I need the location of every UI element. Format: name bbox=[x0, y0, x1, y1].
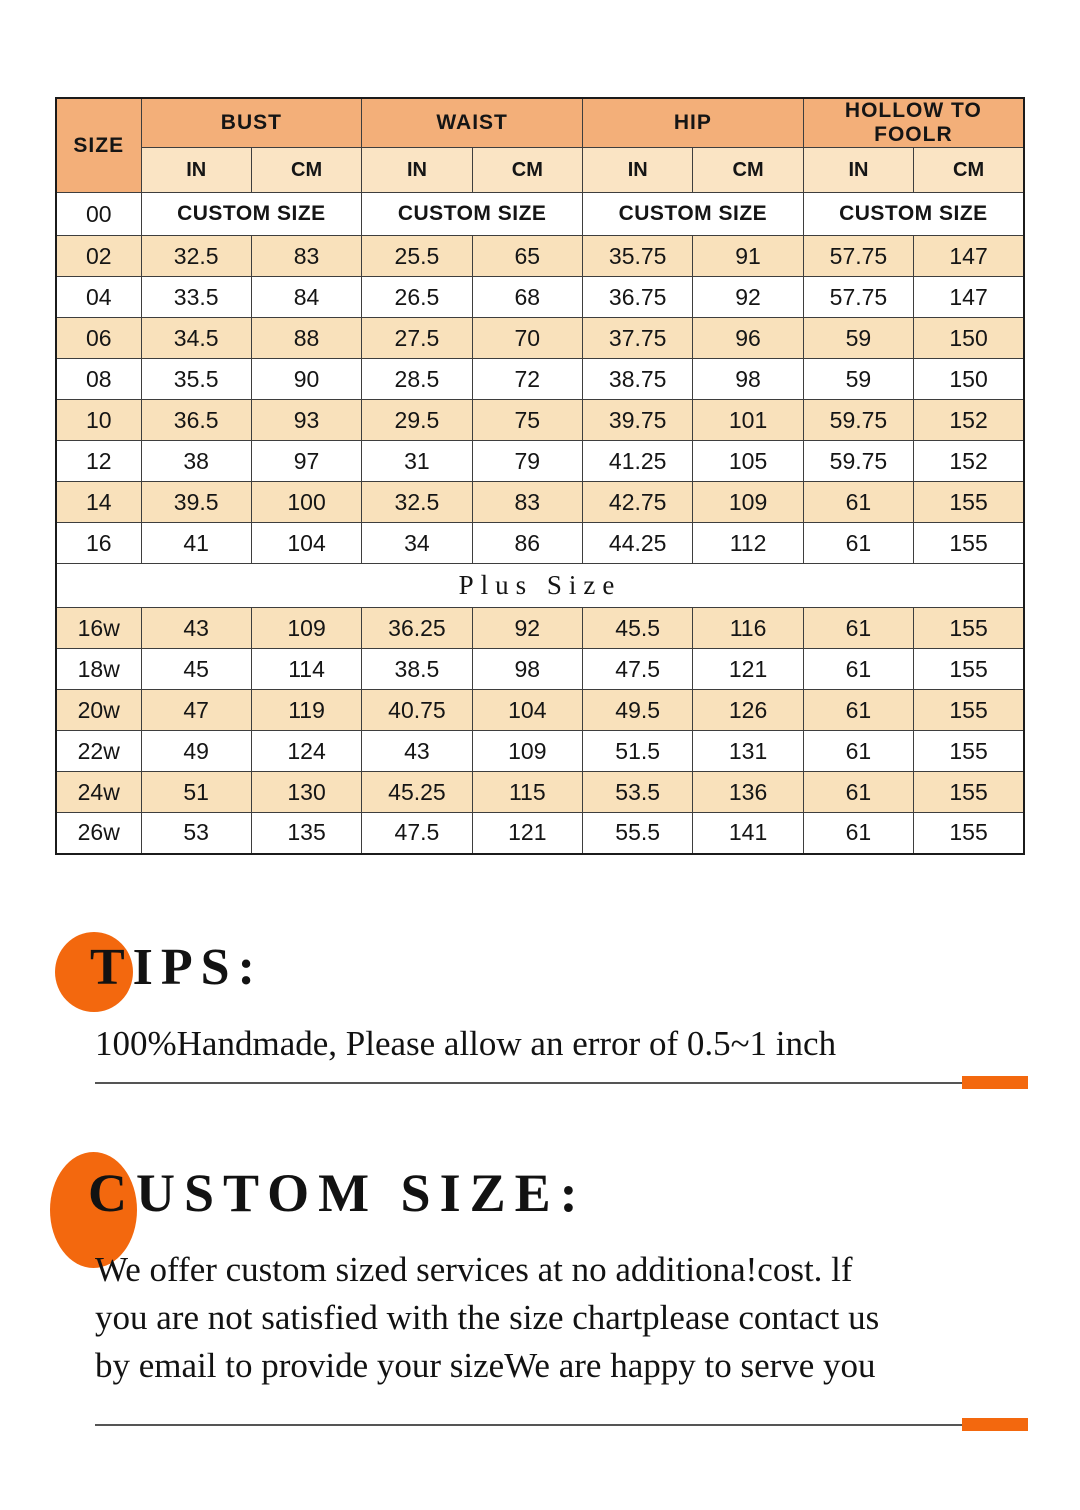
unit-header-in: IN bbox=[583, 148, 693, 193]
value-cell: 96 bbox=[693, 318, 803, 359]
value-cell: 88 bbox=[251, 318, 361, 359]
value-cell: 114 bbox=[251, 649, 361, 690]
value-cell: 38 bbox=[141, 441, 251, 482]
value-cell: 150 bbox=[914, 359, 1024, 400]
value-cell: 59.75 bbox=[803, 441, 913, 482]
value-cell: 61 bbox=[803, 523, 913, 564]
unit-header-in: IN bbox=[362, 148, 472, 193]
value-cell: 45 bbox=[141, 649, 251, 690]
value-cell: 47.5 bbox=[362, 813, 472, 854]
value-cell: 53 bbox=[141, 813, 251, 854]
value-cell: 100 bbox=[251, 482, 361, 523]
value-cell: 109 bbox=[251, 608, 361, 649]
value-cell: 83 bbox=[472, 482, 582, 523]
value-cell: 150 bbox=[914, 318, 1024, 359]
size-cell: 16 bbox=[56, 523, 141, 564]
value-cell: 136 bbox=[693, 772, 803, 813]
table-row bbox=[56, 359, 1024, 400]
value-cell: 59 bbox=[803, 318, 913, 359]
table-row bbox=[56, 277, 1024, 318]
table-row bbox=[56, 772, 1024, 813]
value-cell: 39.75 bbox=[583, 400, 693, 441]
bust-group-header: BUST bbox=[141, 98, 362, 148]
value-cell: 147 bbox=[914, 236, 1024, 277]
value-cell: 124 bbox=[251, 731, 361, 772]
value-cell: 57.75 bbox=[803, 277, 913, 318]
value-cell: 152 bbox=[914, 441, 1024, 482]
value-cell: 155 bbox=[914, 690, 1024, 731]
value-cell: 61 bbox=[803, 731, 913, 772]
divider-orange-cap bbox=[962, 1418, 1028, 1431]
value-cell: 49.5 bbox=[583, 690, 693, 731]
value-cell: 155 bbox=[914, 772, 1024, 813]
size-cell: 12 bbox=[56, 441, 141, 482]
value-cell: 45.5 bbox=[583, 608, 693, 649]
value-cell: 43 bbox=[141, 608, 251, 649]
value-cell: 97 bbox=[251, 441, 361, 482]
size-chart-table bbox=[55, 97, 1025, 855]
table-row bbox=[56, 318, 1024, 359]
value-cell: 155 bbox=[914, 649, 1024, 690]
value-cell: 141 bbox=[693, 813, 803, 854]
unit-header-cm: CM bbox=[914, 148, 1024, 193]
custom-size-body-text bbox=[95, 1246, 1005, 1390]
value-cell: 155 bbox=[914, 482, 1024, 523]
table-row bbox=[56, 731, 1024, 772]
value-cell: 112 bbox=[693, 523, 803, 564]
value-cell: 115 bbox=[472, 772, 582, 813]
value-cell: 36.25 bbox=[362, 608, 472, 649]
value-cell: 147 bbox=[914, 277, 1024, 318]
size-cell: 20w bbox=[56, 690, 141, 731]
table-row bbox=[56, 441, 1024, 482]
value-cell: 155 bbox=[914, 523, 1024, 564]
custom-size-divider bbox=[95, 1418, 1028, 1431]
value-cell: 75 bbox=[472, 400, 582, 441]
table-row bbox=[56, 523, 1024, 564]
value-cell: 79 bbox=[472, 441, 582, 482]
table-row bbox=[56, 236, 1024, 277]
unit-header-in: IN bbox=[141, 148, 251, 193]
value-cell: 59.75 bbox=[803, 400, 913, 441]
value-cell: 47 bbox=[141, 690, 251, 731]
value-cell: 93 bbox=[251, 400, 361, 441]
value-cell: 36.5 bbox=[141, 400, 251, 441]
value-cell: 57.75 bbox=[803, 236, 913, 277]
value-cell: 126 bbox=[693, 690, 803, 731]
unit-header-row bbox=[56, 148, 1024, 193]
table-row bbox=[56, 649, 1024, 690]
value-cell: 84 bbox=[251, 277, 361, 318]
value-cell: 92 bbox=[693, 277, 803, 318]
value-cell: 98 bbox=[472, 649, 582, 690]
value-cell: 39.5 bbox=[141, 482, 251, 523]
value-cell: 61 bbox=[803, 649, 913, 690]
value-cell: 38.75 bbox=[583, 359, 693, 400]
value-cell: 27.5 bbox=[362, 318, 472, 359]
value-cell: 70 bbox=[472, 318, 582, 359]
hip-group-header: HIP bbox=[583, 98, 804, 148]
table-row bbox=[56, 482, 1024, 523]
table-row bbox=[56, 690, 1024, 731]
size-cell: 04 bbox=[56, 277, 141, 318]
value-cell: 35.5 bbox=[141, 359, 251, 400]
value-cell: 91 bbox=[693, 236, 803, 277]
size-cell: 18w bbox=[56, 649, 141, 690]
value-cell: 34 bbox=[362, 523, 472, 564]
value-cell: 155 bbox=[914, 813, 1024, 854]
value-cell: 104 bbox=[472, 690, 582, 731]
value-cell: 98 bbox=[693, 359, 803, 400]
size-cell: 06 bbox=[56, 318, 141, 359]
value-cell: 32.5 bbox=[362, 482, 472, 523]
divider-orange-cap bbox=[962, 1076, 1028, 1089]
size-cell: 08 bbox=[56, 359, 141, 400]
unit-header-cm: CM bbox=[251, 148, 361, 193]
value-cell: 38.5 bbox=[362, 649, 472, 690]
custom-size-row bbox=[56, 193, 1024, 236]
value-cell: 37.75 bbox=[583, 318, 693, 359]
value-cell: 65 bbox=[472, 236, 582, 277]
value-cell: 35.75 bbox=[583, 236, 693, 277]
size-cell: 00 bbox=[56, 193, 141, 236]
value-cell: 43 bbox=[362, 731, 472, 772]
custom-size-cell: CUSTOM SIZE bbox=[803, 193, 1024, 236]
value-cell: 49 bbox=[141, 731, 251, 772]
value-cell: 41 bbox=[141, 523, 251, 564]
value-cell: 130 bbox=[251, 772, 361, 813]
value-cell: 45.25 bbox=[362, 772, 472, 813]
plus-size-separator-row bbox=[56, 564, 1024, 608]
table-row bbox=[56, 608, 1024, 649]
group-header-row bbox=[56, 98, 1024, 148]
divider-line bbox=[95, 1082, 962, 1084]
value-cell: 131 bbox=[693, 731, 803, 772]
value-cell: 83 bbox=[251, 236, 361, 277]
value-cell: 155 bbox=[914, 731, 1024, 772]
value-cell: 135 bbox=[251, 813, 361, 854]
size-cell: 16w bbox=[56, 608, 141, 649]
value-cell: 90 bbox=[251, 359, 361, 400]
value-cell: 34.5 bbox=[141, 318, 251, 359]
value-cell: 105 bbox=[693, 441, 803, 482]
unit-header-in: IN bbox=[803, 148, 913, 193]
unit-header-cm: CM bbox=[472, 148, 582, 193]
value-cell: 101 bbox=[693, 400, 803, 441]
value-cell: 26.5 bbox=[362, 277, 472, 318]
custom-size-heading: CUSTOM SIZE: bbox=[88, 1163, 587, 1223]
custom-size-cell: CUSTOM SIZE bbox=[362, 193, 583, 236]
size-cell: 26w bbox=[56, 813, 141, 854]
table-row bbox=[56, 400, 1024, 441]
custom-size-line: We offer custom sized services at no additiona!cost. lf bbox=[95, 1250, 853, 1289]
value-cell: 59 bbox=[803, 359, 913, 400]
custom-size-cell: CUSTOM SIZE bbox=[141, 193, 362, 236]
value-cell: 68 bbox=[472, 277, 582, 318]
value-cell: 61 bbox=[803, 772, 913, 813]
unit-header-cm: CM bbox=[693, 148, 803, 193]
value-cell: 155 bbox=[914, 608, 1024, 649]
size-cell: 14 bbox=[56, 482, 141, 523]
table-row bbox=[56, 813, 1024, 854]
value-cell: 152 bbox=[914, 400, 1024, 441]
tips-divider bbox=[95, 1076, 1028, 1089]
value-cell: 121 bbox=[693, 649, 803, 690]
value-cell: 51.5 bbox=[583, 731, 693, 772]
value-cell: 32.5 bbox=[141, 236, 251, 277]
value-cell: 72 bbox=[472, 359, 582, 400]
size-cell: 10 bbox=[56, 400, 141, 441]
waist-group-header: WAIST bbox=[362, 98, 583, 148]
size-cell: 02 bbox=[56, 236, 141, 277]
value-cell: 44.25 bbox=[583, 523, 693, 564]
tips-heading: TIPS: bbox=[90, 939, 263, 996]
value-cell: 61 bbox=[803, 482, 913, 523]
tips-body-text: 100%Handmade, Please allow an error of 0.5~1 inch bbox=[95, 1024, 837, 1063]
value-cell: 116 bbox=[693, 608, 803, 649]
value-cell: 31 bbox=[362, 441, 472, 482]
value-cell: 61 bbox=[803, 690, 913, 731]
value-cell: 92 bbox=[472, 608, 582, 649]
value-cell: 119 bbox=[251, 690, 361, 731]
size-column-header: SIZE bbox=[56, 98, 141, 193]
value-cell: 53.5 bbox=[583, 772, 693, 813]
value-cell: 109 bbox=[693, 482, 803, 523]
hollow-to-floor-group-header: HOLLOW TO FOOLR bbox=[803, 98, 1024, 148]
value-cell: 55.5 bbox=[583, 813, 693, 854]
custom-size-cell: CUSTOM SIZE bbox=[583, 193, 804, 236]
value-cell: 33.5 bbox=[141, 277, 251, 318]
value-cell: 28.5 bbox=[362, 359, 472, 400]
value-cell: 104 bbox=[251, 523, 361, 564]
value-cell: 40.75 bbox=[362, 690, 472, 731]
value-cell: 121 bbox=[472, 813, 582, 854]
divider-line bbox=[95, 1424, 962, 1426]
value-cell: 109 bbox=[472, 731, 582, 772]
value-cell: 47.5 bbox=[583, 649, 693, 690]
value-cell: 41.25 bbox=[583, 441, 693, 482]
value-cell: 51 bbox=[141, 772, 251, 813]
value-cell: 36.75 bbox=[583, 277, 693, 318]
value-cell: 86 bbox=[472, 523, 582, 564]
custom-size-line: you are not satisfied with the size chartplease contact us bbox=[95, 1298, 880, 1337]
size-cell: 22w bbox=[56, 731, 141, 772]
value-cell: 29.5 bbox=[362, 400, 472, 441]
plus-size-label: Plus Size bbox=[56, 564, 1024, 608]
value-cell: 42.75 bbox=[583, 482, 693, 523]
size-cell: 24w bbox=[56, 772, 141, 813]
custom-size-line: by email to provide your sizeWe are happy to serve you bbox=[95, 1346, 876, 1385]
value-cell: 61 bbox=[803, 813, 913, 854]
size-rows bbox=[56, 193, 1024, 854]
value-cell: 25.5 bbox=[362, 236, 472, 277]
value-cell: 61 bbox=[803, 608, 913, 649]
